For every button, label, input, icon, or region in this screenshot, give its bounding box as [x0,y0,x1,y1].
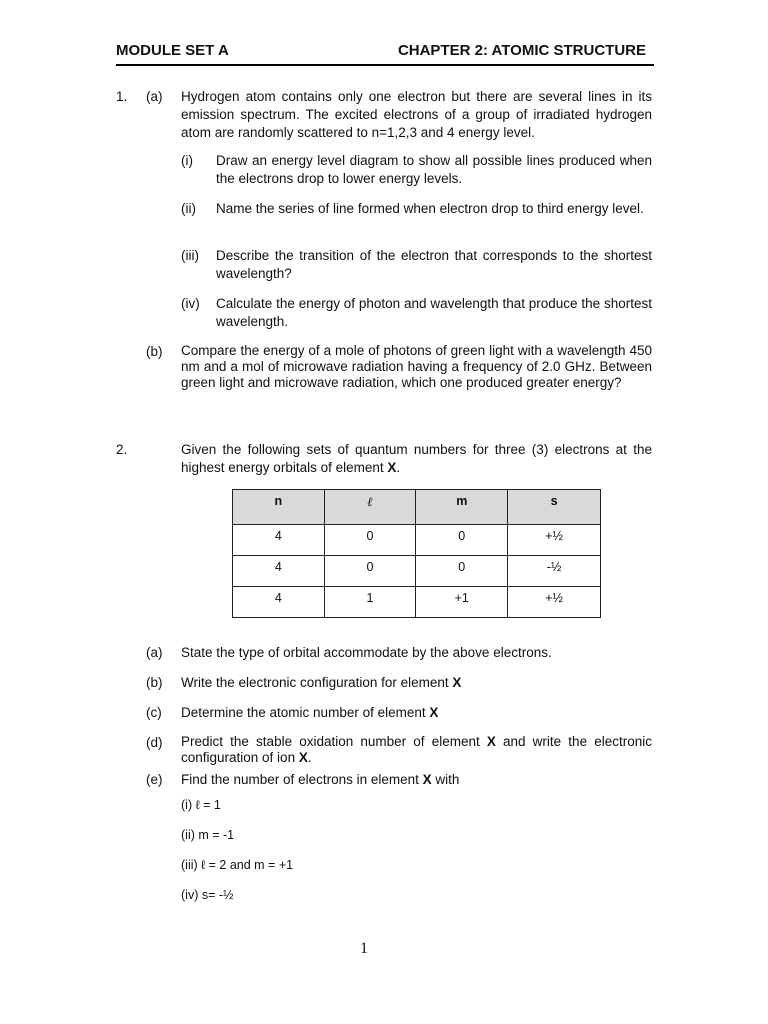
table-header-s: s [508,490,601,525]
table-row [233,556,601,587]
table-header-n: n [233,490,325,525]
table-cell: 0 [416,556,508,587]
question-2-intro: Given the following sets of quantum numbers for three (3) electrons at the highest energy orbitals of element X. [181,442,652,475]
question-2d-label: (d) [146,735,163,750]
question-1a-iv-label: (iv) [181,296,200,311]
question-2a-label: (a) [146,645,163,660]
table-cell: +1 [416,587,508,618]
question-1a-iii-label: (iii) [181,248,199,263]
page-header [116,42,654,66]
table-row [233,587,601,618]
question-2e-i: (i) ℓ = 1 [181,798,221,812]
table-cell: 0 [324,556,416,587]
header-rule [116,64,654,66]
table-header-m: m [416,490,508,525]
question-1a-ii-label: (ii) [181,201,196,216]
table-cell: +½ [508,587,601,618]
table-row [233,525,601,556]
table-cell: 4 [233,525,325,556]
question-1a-ii-text: Name the series of line formed when electron drop to third energy level. [216,201,644,216]
question-1a-text: Hydrogen atom contains only one electron but there are several lines in its emission spectrum. The excited electrons of a group of irradiated hydrogen atom are randomly scattered to n=1,2,3 and 4 energy level. [181,89,652,140]
question-1-number: 1. [116,89,128,104]
table-cell: 1 [324,587,416,618]
question-1a-label: (a) [146,89,163,104]
question-2c-text: Determine the atomic number of element X [181,705,439,720]
question-2e-text: Find the number of electrons in element X with [181,772,460,787]
question-2b-label: (b) [146,675,163,690]
question-1a-i-label: (i) [181,153,193,168]
question-1a-iv-text: Calculate the energy of photon and wavelength that produce the shortest wavelength. [216,296,652,329]
page-number: 1 [360,940,368,957]
question-1b-label: (b) [146,344,163,359]
question-1a-iii-text: Describe the transition of the electron that corresponds to the shortest wavelength? [216,248,652,281]
question-1a-i-text: Draw an energy level diagram to show all possible lines produced when the electrons drop to lower energy levels. [216,153,652,186]
table-header-l: ℓ [324,490,416,525]
question-1b-text: Compare the energy of a mole of photons of green light with a wavelength 450 nm and a mol of microwave radiation having a frequency of 2.0 GHz. Between green light and microwave radiation, which one produced greater energy? [181,343,652,390]
question-2e-label: (e) [146,772,163,787]
question-2c-label: (c) [146,705,162,720]
table-cell: -½ [508,556,601,587]
question-2e-iii: (iii) ℓ = 2 and m = +1 [181,858,294,872]
table-cell: 4 [233,556,325,587]
question-2a-text: State the type of orbital accommodate by the above electrons. [181,645,552,660]
question-2e-iv: (iv) s= -½ [181,888,234,902]
question-2b-text: Write the electronic configuration for element X [181,675,462,690]
question-2e-ii: (ii) m = -1 [181,828,235,842]
question-2-number: 2. [116,442,128,457]
table-cell: 0 [416,525,508,556]
quantum-numbers-table [232,489,601,618]
table-header-row [233,490,601,525]
question-2d-text: Predict the stable oxidation number of element X and write the electronic configuration of ion X. [181,734,652,765]
chapter-title: CHAPTER 2: ATOMIC STRUCTURE [397,42,646,59]
table-cell: +½ [508,525,601,556]
table-cell: 4 [233,587,325,618]
table-cell: 0 [324,525,416,556]
module-title: MODULE SET A [116,42,229,59]
